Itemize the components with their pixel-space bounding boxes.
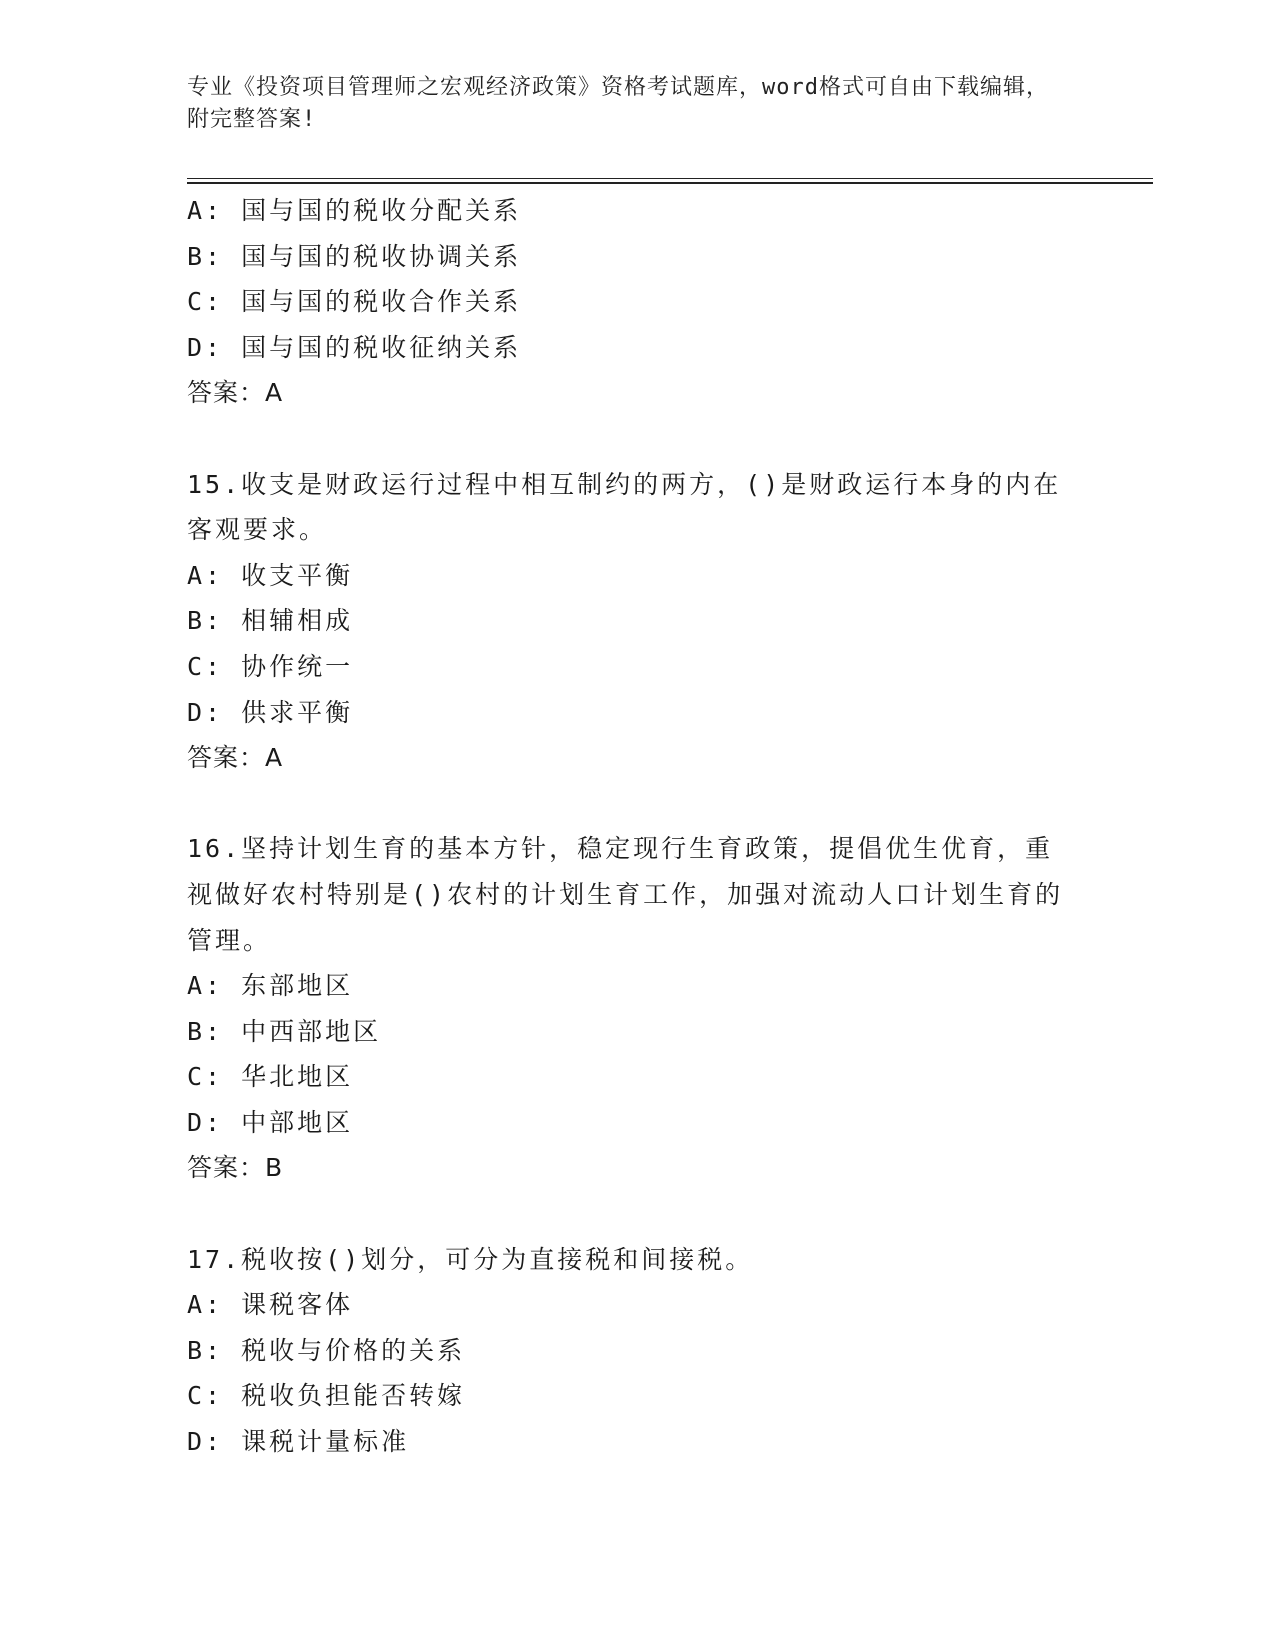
answer: 答案：B bbox=[187, 1153, 284, 1183]
option-c: C: 华北地区 bbox=[187, 1062, 354, 1092]
spacer bbox=[187, 781, 1087, 827]
answer: 答案：A bbox=[187, 743, 284, 773]
option-c: C: 税收负担能否转嫁 bbox=[187, 1381, 466, 1411]
option-a: A: 课税客体 bbox=[187, 1290, 354, 1320]
option-c: C: 国与国的税收合作关系 bbox=[187, 287, 522, 317]
question-list bbox=[187, 188, 1087, 1465]
option-b: B: 国与国的税收协调关系 bbox=[187, 241, 522, 271]
spacer bbox=[187, 416, 1087, 462]
option-d: D: 中部地区 bbox=[187, 1107, 354, 1137]
question-text: 16.坚持计划生育的基本方针，稳定现行生育政策，提倡优生优育，重视做好农村特别是()农村的计划生育工作，加强对流动人口计划生育的管理。 bbox=[187, 834, 1064, 955]
question-text: 17.税收按()划分，可分为直接税和间接税。 bbox=[187, 1244, 754, 1274]
header-divider-thick bbox=[187, 182, 1153, 184]
option-b: B: 税收与价格的关系 bbox=[187, 1335, 466, 1365]
option-a: A: 东部地区 bbox=[187, 971, 354, 1001]
header-divider-thin bbox=[187, 178, 1153, 179]
option-b: B: 中西部地区 bbox=[187, 1016, 382, 1046]
question-17 bbox=[187, 1237, 1087, 1465]
question-15 bbox=[187, 462, 1087, 781]
option-d: D: 国与国的税收征纳关系 bbox=[187, 332, 522, 362]
answer: 答案：A bbox=[187, 378, 284, 408]
option-d: D: 供求平衡 bbox=[187, 697, 354, 727]
spacer bbox=[187, 1191, 1087, 1237]
question-14 bbox=[187, 188, 1087, 416]
option-a: A: 收支平衡 bbox=[187, 560, 354, 590]
option-c: C: 协作统一 bbox=[187, 651, 354, 681]
option-a: A: 国与国的税收分配关系 bbox=[187, 196, 522, 225]
document-header: 专业《投资项目管理师之宏观经济政策》资格考试题库，word格式可自由下载编辑，附完整答案! bbox=[187, 75, 1049, 132]
question-16 bbox=[187, 826, 1087, 1191]
option-d: D: 课税计量标准 bbox=[187, 1427, 410, 1457]
question-text: 15.收支是财政运行过程中相互制约的两方，()是财政运行本身的内在客观要求。 bbox=[187, 469, 1062, 545]
option-b: B: 相辅相成 bbox=[187, 606, 354, 636]
